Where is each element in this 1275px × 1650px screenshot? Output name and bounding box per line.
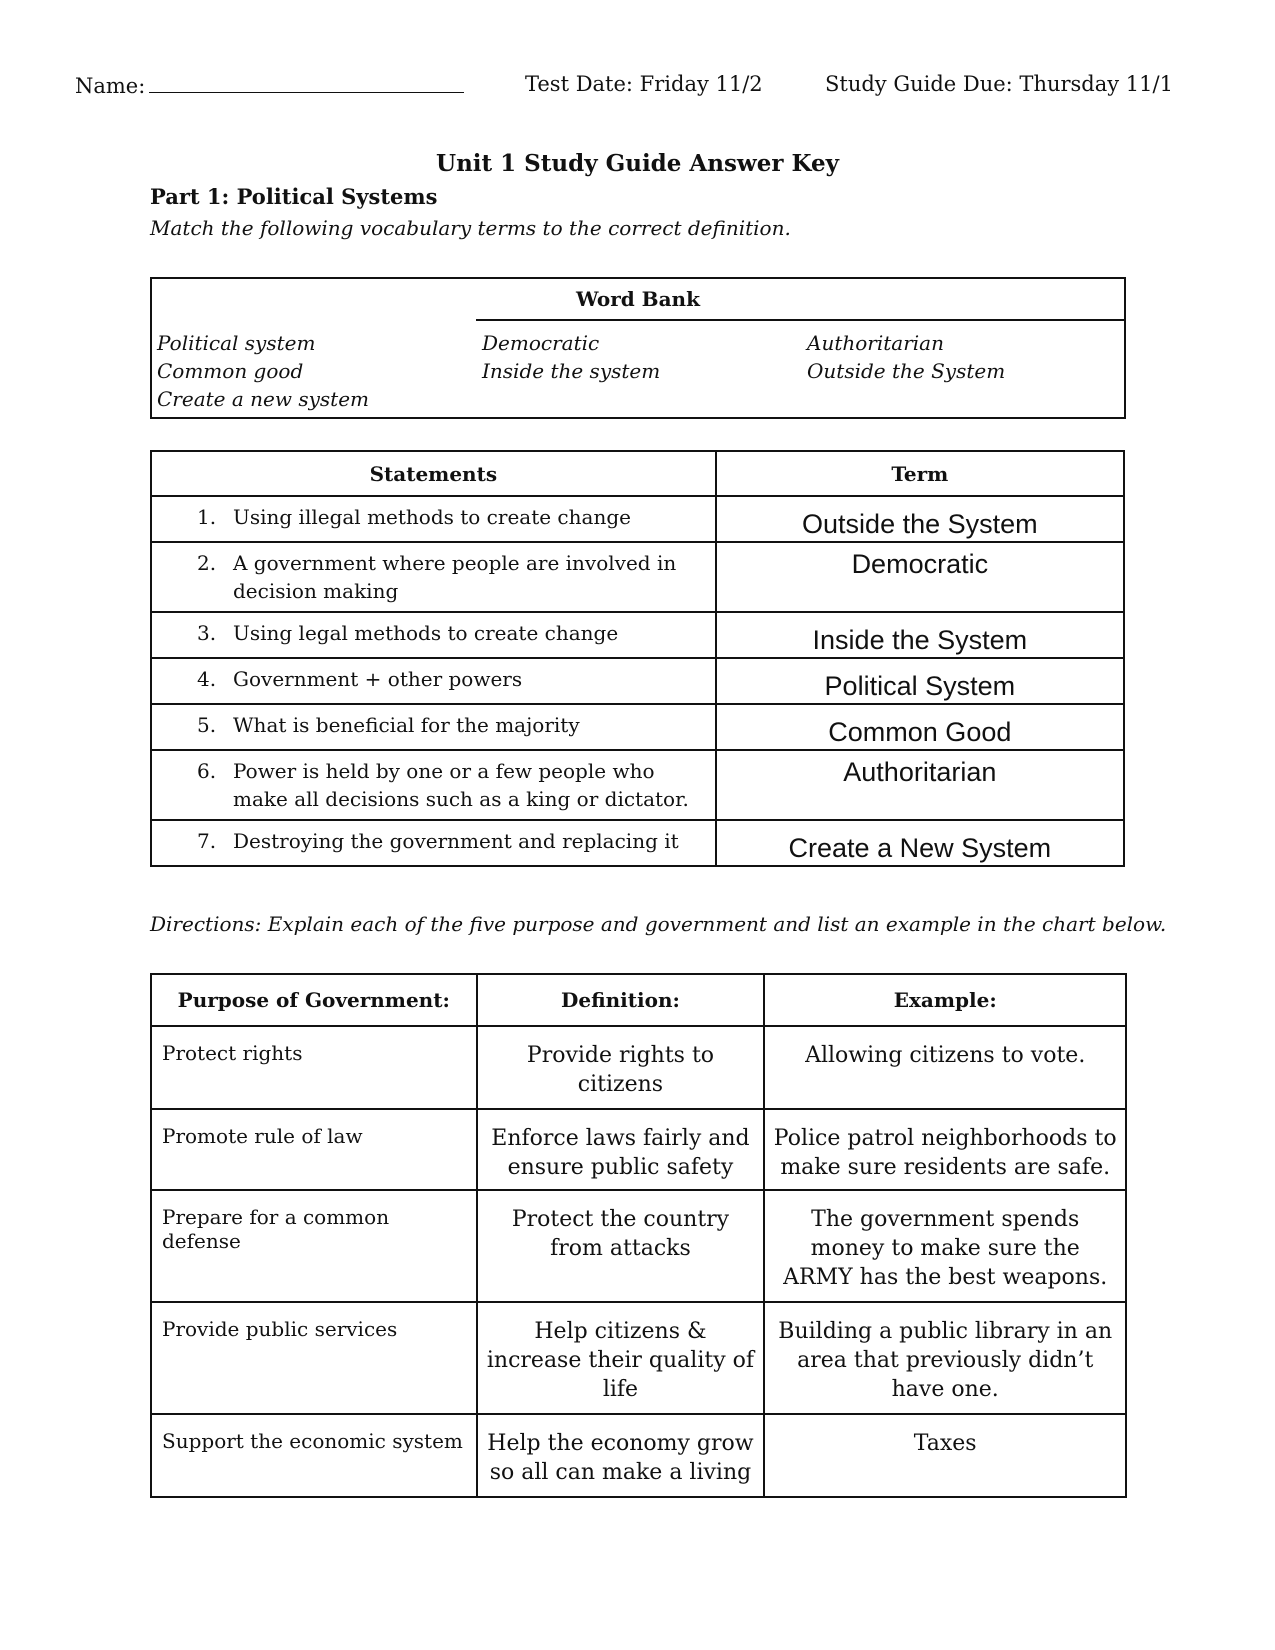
name-label: Name: — [75, 74, 146, 98]
definition-cell[interactable]: Provide rights to citizens — [477, 1026, 765, 1109]
statement-text: What is beneficial for the majority — [233, 713, 580, 737]
example-header: Example: — [764, 974, 1126, 1026]
term-answer[interactable]: Authoritarian — [716, 750, 1124, 820]
statement-cell — [151, 542, 716, 612]
statement-cell — [151, 496, 716, 542]
word-bank-term: Democratic — [482, 331, 600, 355]
word-bank-term: Inside the system — [482, 359, 661, 383]
example-cell[interactable]: Taxes — [764, 1414, 1126, 1497]
purpose-header: Purpose of Government: — [151, 974, 477, 1026]
statement-number: 7. — [197, 829, 217, 853]
statement-text: Government + other powers — [233, 667, 523, 691]
part1-instructions: Match the following vocabulary terms to the correct definition. — [150, 216, 791, 240]
term-answer[interactable]: Inside the System — [716, 612, 1124, 658]
due-date: Study Guide Due: Thursday 11/1 — [825, 72, 1173, 96]
table-row — [151, 820, 1124, 866]
directions: Directions: Explain each of the five purpose and government and list an example in the chart below. — [150, 912, 1167, 936]
example-cell[interactable]: The government spends money to make sure the ARMY has the best weapons. — [764, 1190, 1126, 1302]
purpose-header-row — [151, 974, 1126, 1026]
word-bank-term: Common good — [157, 359, 304, 383]
word-bank-title: Word Bank — [576, 287, 700, 311]
statement-text: Using legal methods to create change — [233, 621, 619, 645]
example-cell[interactable]: Building a public library in an area that previously didn’t have one. — [764, 1302, 1126, 1414]
part1-heading: Part 1: Political Systems — [150, 184, 438, 209]
purpose-cell: Support the economic system — [151, 1414, 477, 1497]
table-row — [151, 750, 1124, 820]
word-bank-divider — [476, 319, 1124, 321]
statement-cell — [151, 658, 716, 704]
statement-number: 6. — [197, 759, 217, 783]
matching-table — [150, 450, 1125, 867]
statement-text: Using illegal methods to create change — [233, 505, 631, 529]
name-field[interactable] — [75, 72, 464, 98]
table-row — [151, 1190, 1126, 1302]
table-row — [151, 1026, 1126, 1109]
table-row — [151, 1302, 1126, 1414]
statement-text: Destroying the government and replacing it — [233, 829, 679, 853]
table-row — [151, 704, 1124, 750]
definition-cell[interactable]: Help citizens & increase their quality of life — [477, 1302, 765, 1414]
statement-number: 2. — [197, 551, 217, 575]
word-bank-column-1 — [157, 329, 369, 413]
statement-cell — [151, 704, 716, 750]
term-answer[interactable]: Common Good — [716, 704, 1124, 750]
name-blank[interactable] — [149, 72, 464, 93]
definition-cell[interactable]: Help the economy grow so all can make a living — [477, 1414, 765, 1497]
purpose-table — [150, 973, 1127, 1498]
purpose-cell: Prepare for a common defense — [151, 1190, 477, 1302]
matching-header-row — [151, 451, 1124, 496]
statement-text: A government where people are involved in decision making — [233, 551, 677, 603]
word-bank-term: Authoritarian — [807, 331, 944, 355]
term-answer[interactable]: Create a New System — [716, 820, 1124, 866]
test-date: Test Date: Friday 11/2 — [525, 72, 763, 96]
statement-cell — [151, 612, 716, 658]
word-bank-term: Outside the System — [807, 359, 1006, 383]
statement-number: 4. — [197, 667, 217, 691]
term-answer[interactable]: Outside the System — [716, 496, 1124, 542]
term-answer[interactable]: Political System — [716, 658, 1124, 704]
purpose-cell: Provide public services — [151, 1302, 477, 1414]
definition-cell[interactable]: Enforce laws fairly and ensure public safety — [477, 1109, 765, 1190]
statement-cell — [151, 750, 716, 820]
word-bank-term: Create a new system — [157, 387, 369, 411]
statement-text: Power is held by one or a few people who make all decisions such as a king or dictator. — [233, 759, 689, 811]
purpose-cell: Promote rule of law — [151, 1109, 477, 1190]
table-row — [151, 1109, 1126, 1190]
table-row — [151, 496, 1124, 542]
word-bank — [150, 277, 1126, 419]
word-bank-column-3 — [807, 329, 1005, 385]
table-row — [151, 542, 1124, 612]
purpose-cell: Protect rights — [151, 1026, 477, 1109]
table-row — [151, 658, 1124, 704]
example-cell[interactable]: Allowing citizens to vote. — [764, 1026, 1126, 1109]
page-title: Unit 1 Study Guide Answer Key — [436, 150, 839, 177]
definition-header: Definition: — [477, 974, 765, 1026]
statement-number: 1. — [197, 505, 217, 529]
statement-number: 5. — [197, 713, 217, 737]
table-row — [151, 612, 1124, 658]
statement-number: 3. — [197, 621, 217, 645]
term-header: Term — [716, 451, 1124, 496]
table-row — [151, 1414, 1126, 1497]
example-cell[interactable]: Police patrol neighborhoods to make sure residents are safe. — [764, 1109, 1126, 1190]
word-bank-term: Political system — [157, 331, 316, 355]
statement-cell — [151, 820, 716, 866]
word-bank-column-2 — [482, 329, 660, 385]
statements-header: Statements — [151, 451, 716, 496]
definition-cell[interactable]: Protect the country from attacks — [477, 1190, 765, 1302]
term-answer[interactable]: Democratic — [716, 542, 1124, 612]
